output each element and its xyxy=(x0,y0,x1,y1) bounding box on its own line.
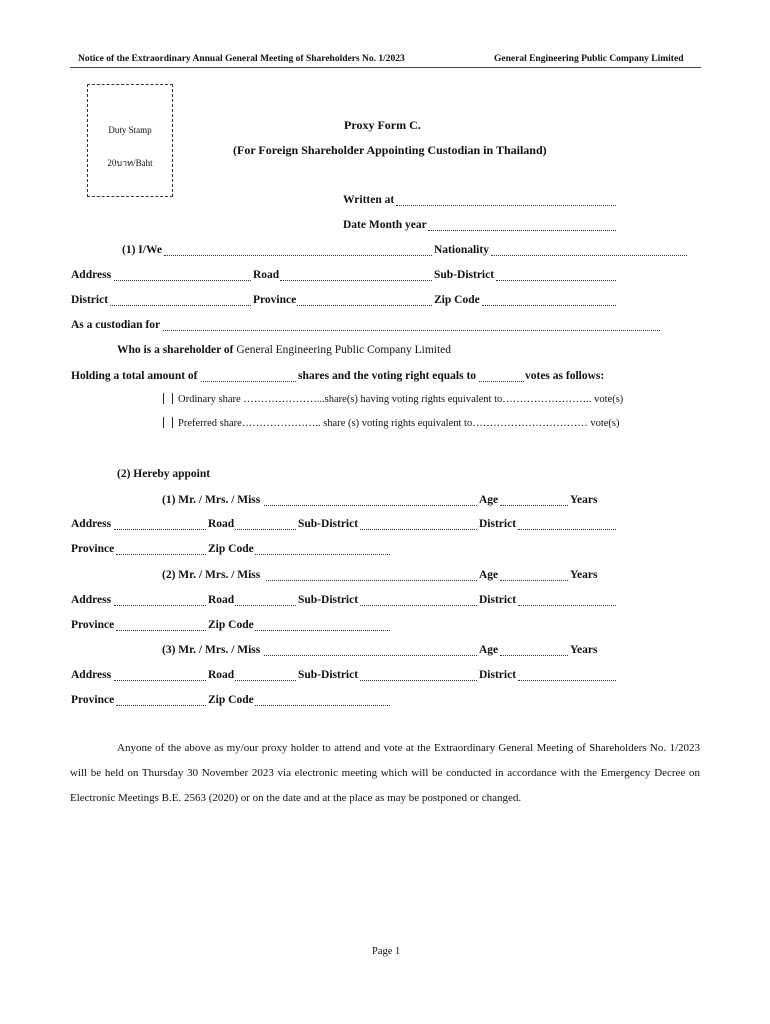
shareholder-of-line xyxy=(117,343,451,357)
proxy-1-name-field[interactable] xyxy=(264,505,477,506)
proxy-2-sub-district-field[interactable] xyxy=(360,605,477,606)
date-label: Date Month year xyxy=(343,219,427,231)
shares-amount-field[interactable] xyxy=(201,381,296,382)
proxy-2-district-field[interactable] xyxy=(518,605,616,606)
proxy-3-address-label: Address xyxy=(71,669,112,681)
header-meeting-notice: Notice of the Extraordinary Annual General Meeting of Shareholders No. 1/2023 xyxy=(78,54,405,64)
proxy-3-name-field[interactable] xyxy=(264,655,477,656)
province-label: Province xyxy=(253,294,297,306)
proxy-1-sub-district-field[interactable] xyxy=(360,529,477,530)
proxy-1-name-label: (1) Mr. / Mrs. / Miss xyxy=(162,494,261,506)
proxy-2-age-field[interactable] xyxy=(500,580,568,581)
duty-stamp-amount: 20บาท/Baht xyxy=(107,158,153,168)
province-field[interactable] xyxy=(297,305,432,306)
ordinary-share-line: Ordinary share …………………...share(s) having voting rights equivalent to…………………….. vote(s) xyxy=(178,394,624,405)
proxy-2-name-field[interactable] xyxy=(266,580,477,581)
proxy-3-sub-district-label: Sub-District xyxy=(298,669,359,681)
proxy-1-age-label: Age xyxy=(479,494,499,506)
custodian-label: As a custodian for xyxy=(71,319,161,331)
proxy-2-district-label: District xyxy=(479,594,517,606)
proxy-1-road-field[interactable] xyxy=(235,529,296,530)
i-we-label: (1) I/We xyxy=(122,244,162,256)
proxy-2-years-label: Years xyxy=(570,569,598,581)
i-we-field[interactable] xyxy=(164,255,432,256)
proxy-2-name-label: (2) Mr. / Mrs. / Miss xyxy=(162,569,261,581)
proxy-3-sub-district-field[interactable] xyxy=(360,680,477,681)
district-label: District xyxy=(71,294,109,306)
sub-district-label: Sub-District xyxy=(434,269,495,281)
voting-right-label: shares and the voting right equals to xyxy=(298,370,477,382)
proxy-1-zip-label: Zip Code xyxy=(208,543,254,555)
hereby-appoint-label: (2) Hereby appoint xyxy=(117,468,211,480)
proxy-1-years-label: Years xyxy=(570,494,598,506)
proxy-2-zip-label: Zip Code xyxy=(208,619,254,631)
proxy-2-address-label: Address xyxy=(71,594,112,606)
proxy-3-district-field[interactable] xyxy=(518,680,616,681)
header-rule xyxy=(70,67,701,68)
proxy-2-age-label: Age xyxy=(479,569,499,581)
duty-stamp-box xyxy=(87,84,173,197)
nationality-label: Nationality xyxy=(434,244,489,256)
page-number: Page 1 xyxy=(372,946,401,957)
proxy-1-district-field[interactable] xyxy=(518,529,616,530)
proxy-3-zip-label: Zip Code xyxy=(208,694,254,706)
proxy-1-age-field[interactable] xyxy=(500,505,568,506)
zip-code-field[interactable] xyxy=(482,305,616,306)
votes-as-follows-label: votes as follows: xyxy=(525,370,605,382)
nationality-field[interactable] xyxy=(491,255,687,256)
date-field[interactable] xyxy=(428,230,616,231)
custodian-field[interactable] xyxy=(163,330,660,331)
proxy-1-zip-field[interactable] xyxy=(255,554,390,555)
holding-label: Holding a total amount of xyxy=(71,370,198,382)
form-subtitle: (For Foreign Shareholder Appointing Custodian in Thailand) xyxy=(233,143,547,157)
proxy-1-district-label: District xyxy=(479,518,517,530)
district-field[interactable] xyxy=(110,305,251,306)
proxy-2-zip-field[interactable] xyxy=(255,630,390,631)
proxy-authority-paragraph: Anyone of the above as my/our proxy holder to attend and vote at the Extraordinary General Meeting of Shareholders No. 1/2023 will be held on Thursday 30 November 2023 via electronic meeting which will be conducted in accordance with the Emergency Decree on Electronic Meetings B.E. 2563 (2020) or on the date and at the place as may be postponed or changed. xyxy=(70,742,700,804)
ordinary-share-checkbox[interactable] xyxy=(163,393,173,404)
proxy-2-province-field[interactable] xyxy=(116,630,206,631)
proxy-2-road-label: Road xyxy=(208,594,235,606)
form-title: Proxy Form C. xyxy=(344,118,421,132)
proxy-1-sub-district-label: Sub-District xyxy=(298,518,359,530)
header-company-name: General Engineering Public Company Limited xyxy=(494,54,684,64)
road-label: Road xyxy=(253,269,280,281)
shareholder-of-label: Who is a shareholder of xyxy=(117,344,234,356)
preferred-share-line: Preferred share………………….. share (s) voting rights equivalent to…………………………… vote(s) xyxy=(178,418,620,429)
road-field[interactable] xyxy=(280,280,432,281)
proxy-3-road-field[interactable] xyxy=(235,680,296,681)
proxy-1-address-label: Address xyxy=(71,518,112,530)
proxy-3-road-label: Road xyxy=(208,669,235,681)
address-field[interactable] xyxy=(114,280,251,281)
company-name: General Engineering Public Company Limited xyxy=(236,344,452,356)
sub-district-field[interactable] xyxy=(496,280,616,281)
proxy-1-address-field[interactable] xyxy=(114,529,206,530)
proxy-1-road-label: Road xyxy=(208,518,235,530)
proxy-3-province-label: Province xyxy=(71,694,115,706)
written-at-label: Written at xyxy=(343,194,395,206)
preferred-share-checkbox[interactable] xyxy=(163,417,173,428)
duty-stamp-label: Duty Stamp xyxy=(108,125,152,135)
address-label: Address xyxy=(71,269,112,281)
proxy-3-name-label: (3) Mr. / Mrs. / Miss xyxy=(162,644,261,656)
proxy-2-address-field[interactable] xyxy=(114,605,206,606)
proxy-3-years-label: Years xyxy=(570,644,598,656)
proxy-3-district-label: District xyxy=(479,669,517,681)
proxy-2-road-field[interactable] xyxy=(235,605,296,606)
votes-amount-field[interactable] xyxy=(479,381,524,382)
proxy-3-age-label: Age xyxy=(479,644,499,656)
proxy-2-sub-district-label: Sub-District xyxy=(298,594,359,606)
proxy-2-province-label: Province xyxy=(71,619,115,631)
zip-code-label: Zip Code xyxy=(434,294,480,306)
written-at-field[interactable] xyxy=(396,205,616,206)
proxy-1-province-field[interactable] xyxy=(116,554,206,555)
proxy-3-province-field[interactable] xyxy=(116,705,206,706)
proxy-1-province-label: Province xyxy=(71,543,115,555)
proxy-3-zip-field[interactable] xyxy=(255,705,390,706)
proxy-3-address-field[interactable] xyxy=(114,680,206,681)
proxy-3-age-field[interactable] xyxy=(500,655,568,656)
